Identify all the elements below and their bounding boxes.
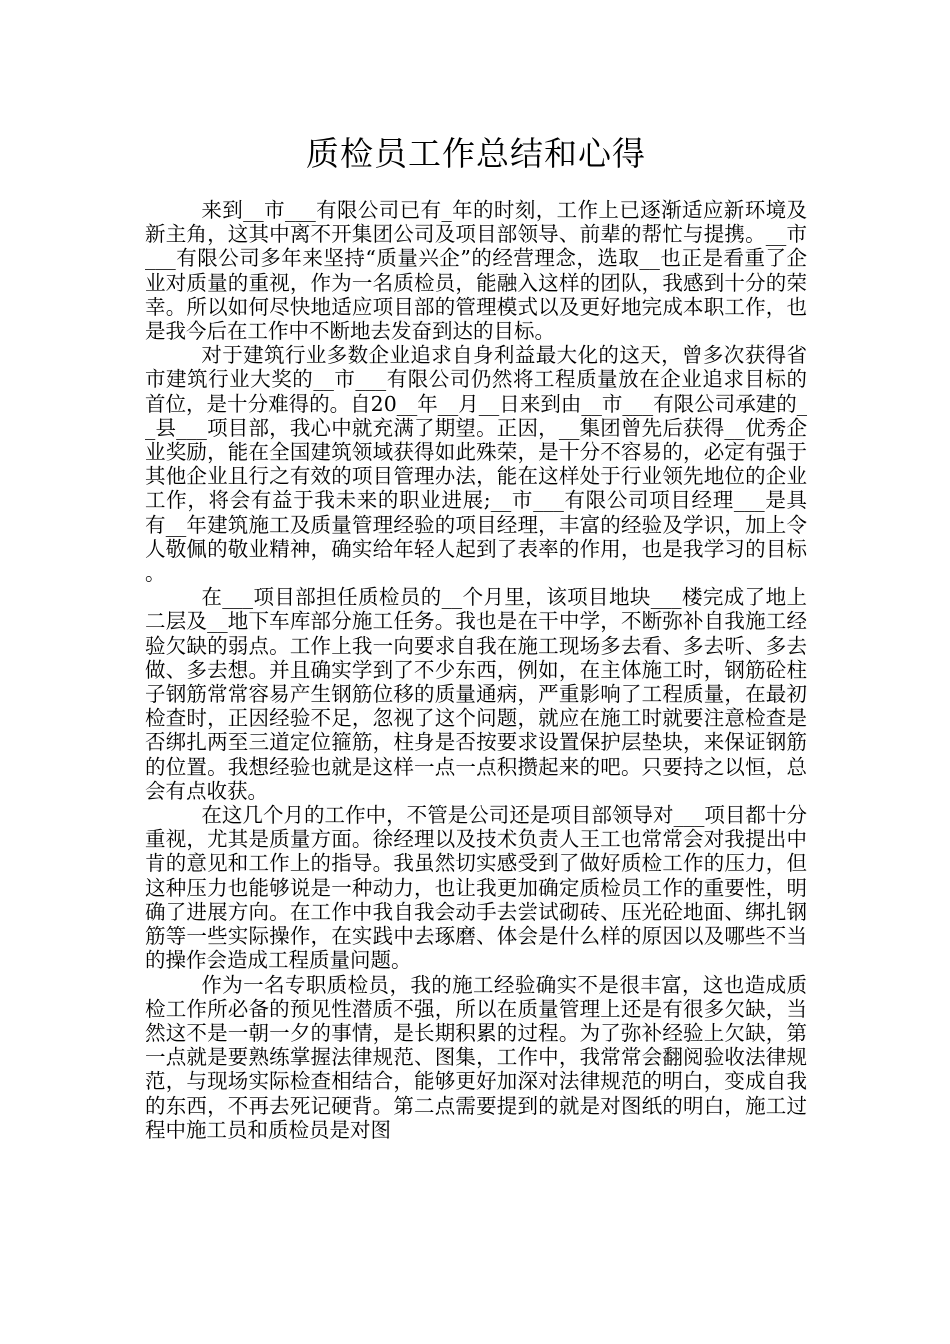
document-body [145,198,807,1142]
document-title: 质检员工作总结和心得 [306,134,646,173]
paragraph-5: 作为一名专职质检员，我的施工经验确实不是很丰富，这也造成质检工作所必备的预见性潜质不强，所以在质量管理上还是有很多欠缺，当然这不是一朝一夕的事情，是长期积累的过程。为了弥补经验上欠缺，第一点就是要熟练掌握法律规范、图集，工作中，我常常会翻阅验收法律规范，与现场实际检查相结合，能够更好加深对法律规范的明白，变成自我的东西，不再去死记硬背。第二点需要提到的就是对图纸的明白，施工过程中施工员和质检员是对图 [145,972,807,1142]
paragraph-4: 在这几个月的工作中，不管是公司还是项目部领导对___项目都十分重视，尤其是质量方面。徐经理以及技术负责人王工也常常会对我提出中肯的意见和工作上的指导。我虽然切实感受到了做好质检工作的压力，但这种压力也能够说是一种动力，也让我更加确定质检员工作的重要性，明确了进展方向。在工作中我自我会动手去尝试砌砖、压光砼地面、绑扎钢筋等一些实际操作，在实践中去琢磨、体会是什么样的原因以及哪些不当的操作会造成工程质量问题。 [145,803,807,973]
document-page [145,0,807,1142]
paragraph-1: 来到__市___有限公司已有_年的时刻，工作上已逐渐适应新环境及新主角，这其中离不开集团公司及项目部领导、前辈的帮忙与提携。__市___有限公司多年来坚持“质量兴企”的经营理念，选取__也正是看重了企业对质量的重视，作为一名质检员，能融入这样的团队，我感到十分的荣幸。所以如何尽快地适应项目部的管理模式以及更好地完成本职工作，也是我今后在工作中不断地去发奋到达的目标。 [145,198,807,344]
paragraph-2: 对于建筑行业多数企业追求自身利益最大化的这天，曾多次获得省市建筑行业大奖的__市___有限公司仍然将工程质量放在企业追求目标的首位，是十分难得的。自20__年__月__日来到由__市___有限公司承建的__县___项目部，我心中就充满了期望。正因，__集团曾先后获得__优秀企业奖励，能在全国建筑领域获得如此殊荣，是十分不容易的，必定有强于其他企业且行之有效的项目管理办法，能在这样处于行业领先地位的企业工作，将会有益于我未来的职业进展;__市___有限公司项目经理___是具有__年建筑施工及质量管理经验的项目经理，丰富的经验及学识，加上令人敬佩的敬业精神，确实给年轻人起到了表率的作用，也是我学习的目标。 [145,343,807,586]
paragraph-3: 在___项目部担任质检员的__个月里，该项目地块___楼完成了地上二层及__地下车库部分施工任务。我也是在干中学，不断弥补自我施工经验欠缺的弱点。工作上我一向要求自我在施工现场多去看、多去听、多去做、多去想。并且确实学到了不少东西，例如，在主体施工时，钢筋砼柱子钢筋常常容易产生钢筋位移的质量通病，严重影响了工程质量，在最初检查时，正因经验不足，忽视了这个问题，就应在施工时就要注意检查是否绑扎两至三道定位箍筋，柱身是否按要求设置保护层垫块，来保证钢筋的位置。我想经验也就是这样一点一点积攒起来的吧。只要持之以恒，总会有点收获。 [145,585,807,803]
